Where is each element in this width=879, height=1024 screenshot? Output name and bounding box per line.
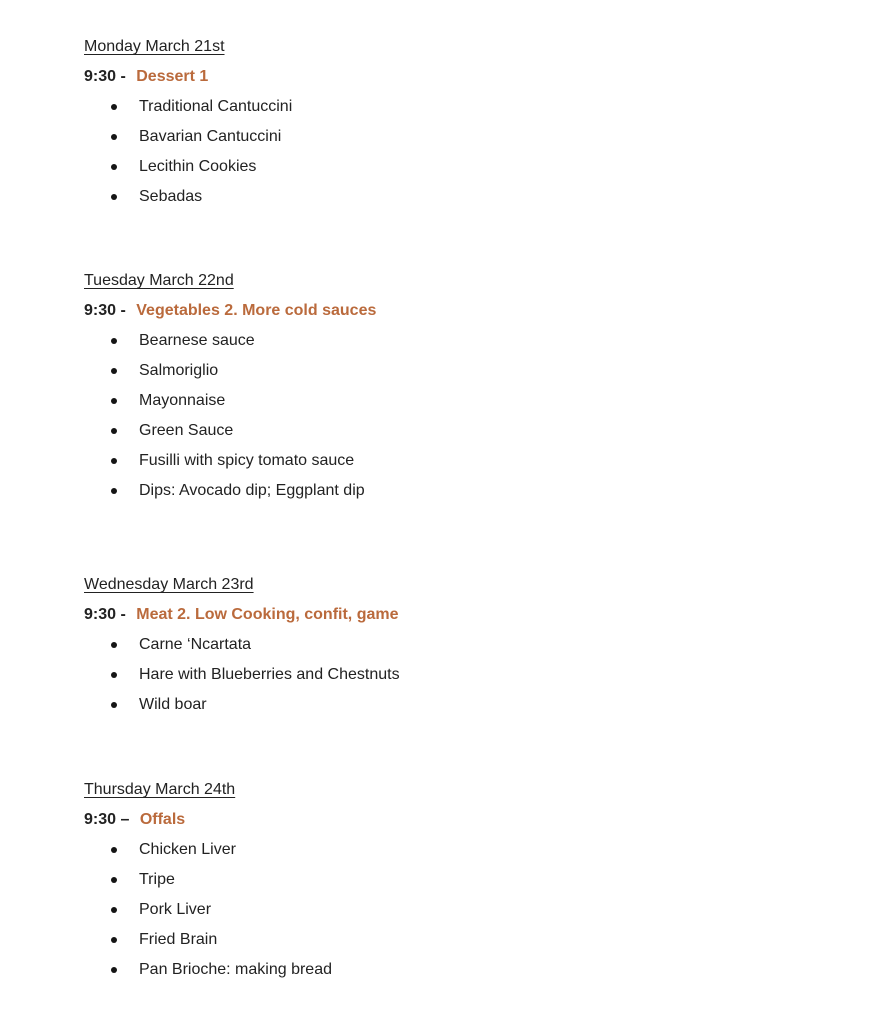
menu-item — [84, 182, 849, 212]
session-line — [84, 296, 849, 326]
bullet-icon — [111, 194, 117, 200]
menu-item-label: Tripe — [139, 871, 175, 888]
menu-item-label: Mayonnaise — [139, 392, 226, 409]
bullet-icon — [111, 702, 117, 708]
menu-item-label: Bearnese sauce — [139, 332, 255, 349]
menu-item — [84, 955, 849, 985]
bullet-icon — [111, 967, 117, 973]
menu-item-label: Bavarian Cantuccini — [139, 128, 282, 145]
menu-list — [84, 326, 849, 506]
bullet-icon — [111, 104, 117, 110]
day-heading: Monday March 21st — [84, 38, 225, 55]
bullet-icon — [111, 488, 117, 494]
session-time: 9:30 - — [84, 606, 126, 623]
menu-item — [84, 416, 849, 446]
bullet-icon — [111, 642, 117, 648]
menu-item-label: Fried Brain — [139, 931, 218, 948]
menu-item — [84, 476, 849, 506]
menu-item-label: Chicken Liver — [139, 841, 236, 858]
menu-item-label: Salmoriglio — [139, 362, 219, 379]
bullet-icon — [111, 937, 117, 943]
menu-item — [84, 865, 849, 895]
bullet-icon — [111, 338, 117, 344]
menu-item-label: Pork Liver — [139, 901, 212, 918]
day-heading: Wednesday March 23rd — [84, 576, 254, 593]
session-topic: Meat 2. Low Cooking, confit, game — [136, 606, 399, 623]
menu-item — [84, 690, 849, 720]
menu-item — [84, 660, 849, 690]
menu-item-label: Wild boar — [139, 696, 207, 713]
menu-list — [84, 92, 849, 212]
session-line — [84, 600, 849, 630]
menu-list — [84, 835, 849, 985]
session-topic: Vegetables 2. More cold sauces — [136, 302, 377, 319]
menu-list — [84, 630, 849, 720]
bullet-icon — [111, 164, 117, 170]
menu-item-label: Traditional Cantuccini — [139, 98, 293, 115]
menu-item — [84, 122, 849, 152]
menu-item — [84, 152, 849, 182]
menu-item — [84, 925, 849, 955]
bullet-icon — [111, 847, 117, 853]
bullet-icon — [111, 368, 117, 374]
menu-item-label: Sebadas — [139, 188, 203, 205]
menu-item — [84, 895, 849, 925]
bullet-icon — [111, 134, 117, 140]
menu-item-label: Carne ‘Ncartata — [139, 636, 252, 653]
menu-item — [84, 446, 849, 476]
bullet-icon — [111, 428, 117, 434]
session-time: 9:30 - — [84, 302, 126, 319]
menu-item — [84, 92, 849, 122]
menu-item — [84, 386, 849, 416]
bullet-icon — [111, 458, 117, 464]
session-topic: Offals — [139, 811, 186, 828]
menu-item — [84, 356, 849, 386]
session-time: 9:30 - — [84, 68, 126, 85]
day-heading: Thursday March 24th — [84, 781, 236, 798]
session-line — [84, 62, 849, 92]
menu-item — [84, 835, 849, 865]
menu-item-label: Pan Brioche: making bread — [139, 961, 332, 978]
bullet-icon — [111, 398, 117, 404]
bullet-icon — [111, 907, 117, 913]
day-section-wednesday — [84, 570, 849, 720]
day-section-tuesday — [84, 266, 849, 506]
day-heading: Tuesday March 22nd — [84, 272, 234, 289]
menu-item-label: Lecithin Cookies — [139, 158, 257, 175]
menu-item-label: Green Sauce — [139, 422, 234, 439]
menu-item — [84, 630, 849, 660]
menu-item-label: Hare with Blueberries and Chestnuts — [139, 666, 400, 683]
menu-item — [84, 326, 849, 356]
session-time: 9:30 – — [84, 811, 130, 828]
day-section-monday — [84, 32, 849, 212]
session-line — [84, 805, 849, 835]
session-topic: Dessert 1 — [136, 68, 209, 85]
bullet-icon — [111, 877, 117, 883]
day-section-thursday — [84, 775, 849, 985]
bullet-icon — [111, 672, 117, 678]
menu-item-label: Fusilli with spicy tomato sauce — [139, 452, 355, 469]
menu-item-label: Dips: Avocado dip; Eggplant dip — [139, 482, 365, 499]
